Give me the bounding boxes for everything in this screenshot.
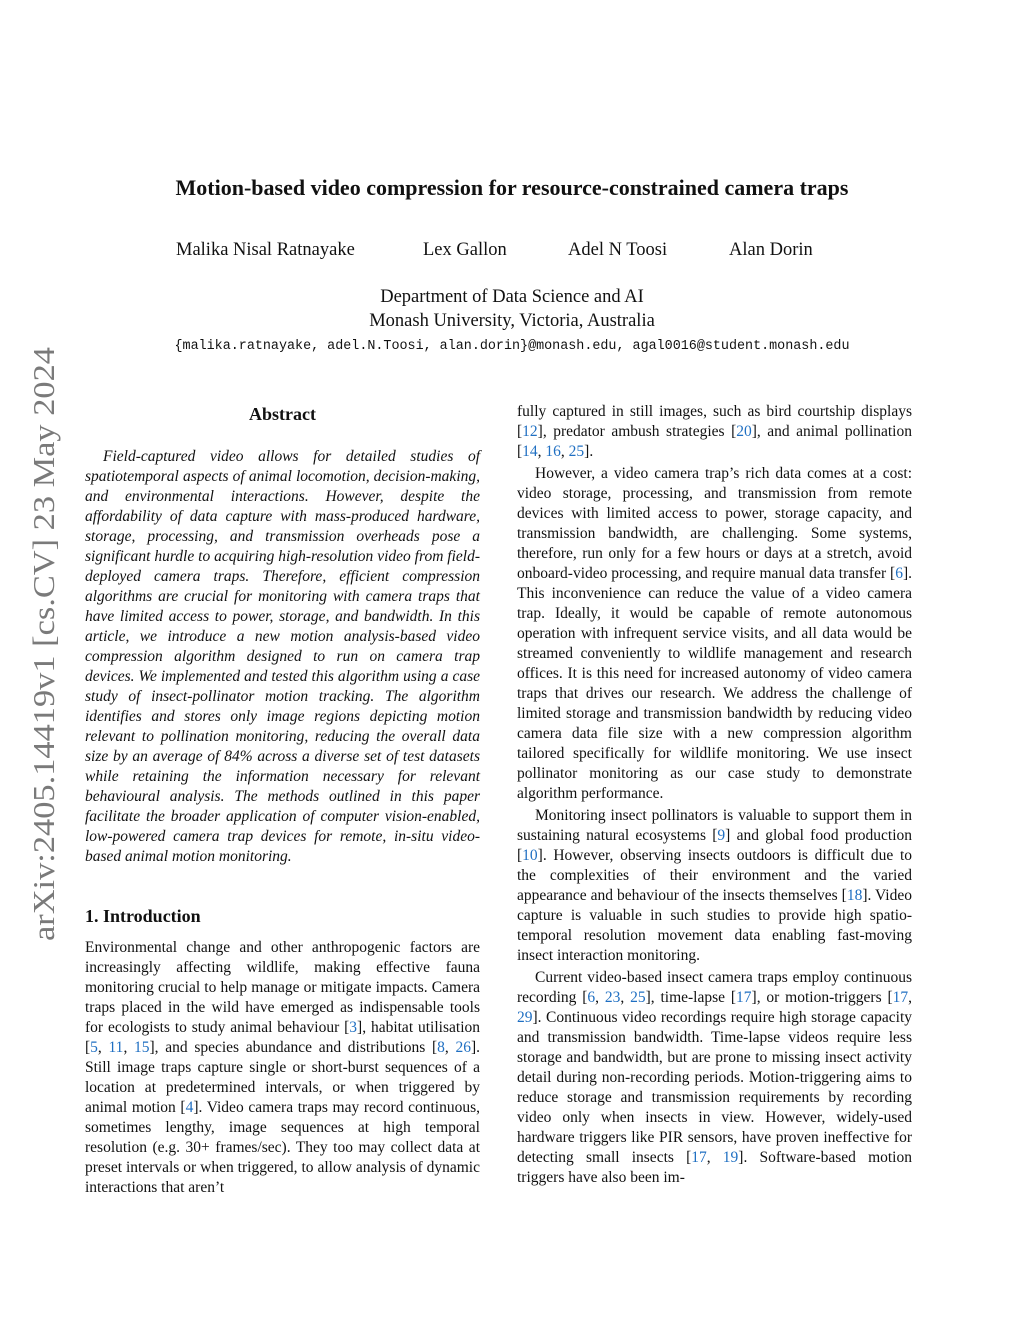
citation-link[interactable]: 4 [185,1099,194,1116]
affiliation-university: Monash University, Victoria, Australia [369,311,655,331]
citation-link[interactable]: 25 [568,443,585,460]
citation-link[interactable]: 6 [895,565,903,582]
citation-link[interactable]: 25 [630,989,646,1006]
citation-link[interactable]: 23 [604,989,621,1006]
citation-link[interactable]: 17 [691,1149,707,1166]
citation-link[interactable]: 29 [517,1009,533,1026]
citation-link[interactable]: 9 [717,827,726,844]
citation-link[interactable]: 6 [587,989,596,1006]
citation-link[interactable]: 12 [522,423,538,440]
citation-link[interactable]: 26 [455,1039,471,1056]
intro-paragraph-3: Monitoring insect pollinators is valuable to support them in sustaining natural ecosystems [9] and global food production [10]. However, observing insects outdoors is difficult due to the complexities of their environment and the varied appearance and behaviour of the insects themselves [18]. Video capture is valuable in such studies to provide high spatio-temporal resolution movement data enabling fast-moving insect interaction monitoring. [517,807,912,964]
citation-link[interactable]: 11 [108,1039,124,1056]
intro-paragraph-4: Current video-based insect camera traps employ continuous recording [6, 23, 25], time-lapse [17], or motion-triggers [17, 29]. Continuous video recordings require high storage capacity and transmission bandwidth. Time-lapse videos require less storage and bandwidth, but are prone to missing insect activity detail during non-recording periods. Motion-triggering aims to reduce storage and transmission requirements by recording video only when insects in view. However, widely-used hardware triggers like PIR sensors, have proven ineffective for detecting small insects [17, 19]. Software-based motion triggers have also been im- [517,969,912,1186]
citation-link[interactable]: 16 [545,443,561,460]
paper-title: Motion-based video compression for resource-constrained camera traps [175,175,849,200]
citation-link[interactable]: 8 [437,1039,445,1056]
citation-link[interactable]: 18 [846,887,863,904]
affiliation-department: Department of Data Science and AI [380,287,644,307]
arxiv-id-text: arXiv:2405.14419v1 [cs.CV] 23 May 2024 [26,405,61,941]
abstract-text: Field-captured video allows for detailed studies of spatiotemporal aspects of animal locomotion, decision-making, and environmental interactions. However, despite the affordability of data capture with mass-produced hardware, storage, processing, and transmission overheads pose a significant hurdle to acquiring high-resolution video from field-deployed camera traps. Therefore, efficient compression algorithms are crucial for monitoring with camera traps that have limited access to power, storage, and bandwidth. In this article, we introduce a new motion analysis-based video compression algorithm designed to run on camera trap devices. We implemented and tested this algorithm using a case study of insect-pollinator motion tracking. The algorithm identifies and stores only image regions depicting motion relevant to pollination monitoring, reducing the overall data size by an average of 84% across a diverse set of test datasets while retaining the information necessary for relevant behavioural analysis. The methods outlined in this paper facilitate the broader application of computer vision-enabled, low-powered camera trap devices for remote, in-situ video-based animal motion monitoring. [85,448,480,865]
citation-link[interactable]: 15 [134,1039,150,1056]
citation-link[interactable]: 17 [736,989,752,1006]
citation-link[interactable]: 20 [736,423,752,440]
author-name: Adel N Toosi [568,240,668,260]
right-column [517,402,912,1188]
author-emails: {malika.ratnayake, adel.N.Toosi, alan.dorin}@monash.edu, agal0016@student.monash.edu [174,339,850,354]
citation-link[interactable]: 19 [722,1149,739,1166]
abstract-heading: Abstract [249,404,316,424]
section-heading-introduction: 1. Introduction [85,906,201,926]
citation-link[interactable]: 10 [522,847,538,864]
abstract-section [85,402,480,867]
citation-link[interactable]: 5 [90,1039,98,1056]
arxiv-identifier [25,345,65,945]
intro-paragraph-1: Environmental change and other anthropogenic factors are increasingly affecting wildlife, making effective fauna monitoring crucial to help manage or mitigate impacts. Camera traps placed in the wild have emerged as indispensable tools for ecologists to study animal behaviour [3], habitat utilisation [5, 11, 15], and species abundance and distributions [8, 26]. Still image traps capture single or short-burst sequences of a location at predetermined intervals, or when triggered by animal motion [4]. Video camera traps may record continuous, sometimes lengthy, image sequences at high temporal resolution (e.g. 30+ frames/sec). They too may collect data at preset intervals or when triggered, to allow analysis of dynamic interactions that aren’t [85,939,481,1196]
author-name: Alan Dorin [729,240,813,260]
author-list [0,240,1024,266]
citation-link[interactable]: 14 [522,443,538,460]
left-column [85,402,480,1198]
intro-paragraph-2: However, a video camera trap’s rich data comes at a cost: video storage, processing, and transmission from remote devices with limited access to power, storage capacity, and transmission bandwidth, are challenging. Some systems, therefore, run only for a few hours or days at a stretch, avoid onboard-video processing, and require manual data transfer [6]. This inconvenience can reduce the value of a video camera trap. Ideally, it would be capable of remote autonomous operation with infrequent service visits, and all data would be streamed conveniently to wildlife management and research offices. It is this need for increased autonomy of video camera traps that drives our research. We address the challenge of limited storage and transmission bandwidth by reducing video camera data file size with a new compression algorithm tailored specifically for wildlife monitoring. We use insect pollinator monitoring as our case study to demonstrate algorithm performance. [517,465,912,802]
author-name: Malika Nisal Ratnayake [176,240,355,260]
intro-paragraph-1-continued: fully captured in still images, such as bird courtship displays [12], predator ambush strategies [20], and animal pollination [14, 16, 25]. [517,403,912,460]
citation-link[interactable]: 3 [349,1019,358,1036]
citation-link[interactable]: 17 [892,989,909,1006]
author-name: Lex Gallon [423,240,507,260]
